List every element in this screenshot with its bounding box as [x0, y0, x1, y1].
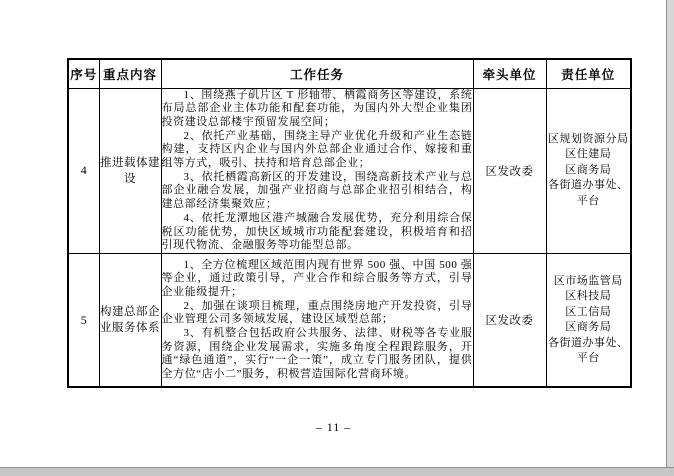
lead-unit-label: 区发改委 [473, 253, 546, 387]
col-header-seq: 序号 [68, 59, 99, 88]
responsible-units-list: 区规划资源分局 区住建局 区商务局 各街道办事处、平台 [546, 88, 631, 253]
seq-number: 4 [68, 88, 99, 253]
topic-label: 推进载体建设 [99, 88, 161, 253]
seq-number: 5 [68, 253, 99, 387]
col-header-topic: 重点内容 [99, 59, 161, 88]
tasks-text: 1、全方位梳理区域范围内现有世界 500 强、中国 500 强等企业，通过政策引导，产业合作和综合服务等方式，引导企业能级提升； 2、加强在谈项目梳理，重点围绕房地产开发投资，引导企业管理公司多领域发展，建设区域型总部； 3、有机整合包括政府公共服务、法律、财税等各专业服务资源，围绕企业发展需求，实施多角度全程跟踪服务，开通“绿色通道”，实行“一企一策”，成立专门服务团队，提供全方位“店小二”服务，积极营造国际化营商环境。 [161, 253, 473, 387]
table-row-4 [68, 88, 631, 253]
col-header-lead-unit: 牵头单位 [473, 59, 546, 88]
tasks-text: 1、围绕燕子矶片区 T 形轴带、栖霞商务区等建设，系统布局总部企业主体功能和配套功能，为国内外大型企业集团投资建设总部楼宇预留发展空间； 2、依托产业基础，围绕主导产业优化升级和产业生态链构建，支持区内企业与国内外总部企业通过合作、嫁接和重组等方式，吸引、扶持和培育总部企业； 3、依托栖霞高新区的开发建设，围绕高新技术产业与总部企业融合发展，加强产业招商与总部企业招引相结合，构建总部经济集聚效应； 4、依托龙潭地区港产城融合发展优势，充分利用综合保税区功能优势，加快区域城市功能配套建设，积极培育和招引现代物流、金融服务等功能型总部。 [161, 88, 473, 253]
table-header-row [68, 59, 631, 88]
responsible-units-list: 区市场监管局 区科技局 区工信局 区商务局 各街道办事处、平台 [546, 253, 631, 387]
work-tasks-table [67, 58, 632, 388]
col-header-tasks: 工作任务 [161, 59, 473, 88]
page-edge-shadow-bottom [0, 467, 674, 476]
lead-unit-label: 区发改委 [473, 88, 546, 253]
page-number: – 11 – [315, 420, 352, 434]
col-header-responsible-unit: 责任单位 [546, 59, 631, 88]
table-row-5 [68, 253, 631, 387]
page-edge-shadow-right [666, 0, 674, 476]
topic-label: 构建总部企业服务体系 [99, 253, 161, 387]
